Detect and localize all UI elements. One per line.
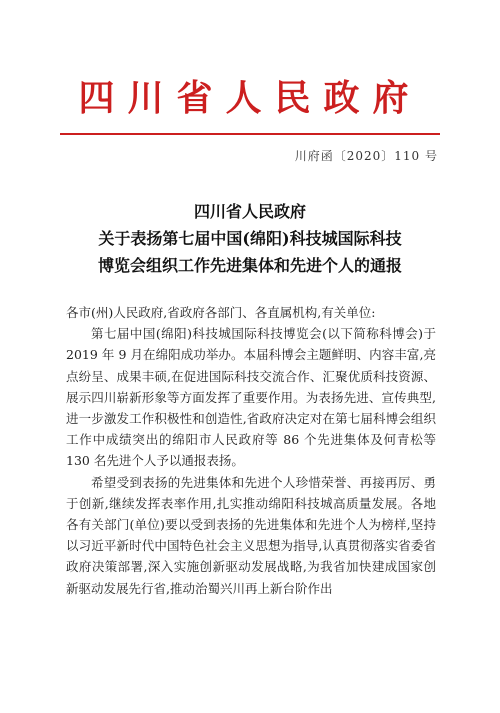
paragraph-2: 希望受到表扬的先进集体和先进个人珍惜荣誉、再接再厉、勇于创新,继续发挥表率作用,扎实推动绵阳科技城高质量发展。各地各有关部门(单位)要以受到表扬的先进集体和先进个人为榜样,坚持以习近平新时代中国特色社会主义思想为指导,认真贯彻落实省委省政府决策部署,深入实施创新驱动发展战略,为我省加快建成国家创新驱动发展先行省,推动治蜀兴川再上新台阶作出 [66, 474, 436, 596]
paragraph-1: 第七届中国(绵阳)科技城国际科技博览会(以下简称科博会)于 2019 年 9 月在绵阳成功举办。本届科博会主题鲜明、内容丰富,亮点纷呈、成果丰硕,在促进国际科技交流合作、汇聚优质科技资源、展示四川崭新形象等方面发挥了重要作用。为表扬先进、宣传典型,进一步激发工作积极性和创造性,省政府决定对在第七届科博会组织工作中成绩突出的绵阳市人民政府等 86 个先进集体及何青松等 130 名先进个人予以通报表扬。 [66, 326, 436, 469]
title-line-1: 四川省人民政府 [193, 202, 306, 221]
title-line-2: 关于表扬第七届中国(绵阳)科技城国际科技 [98, 229, 402, 248]
document-body [66, 302, 436, 599]
document-title [60, 198, 440, 279]
red-separator-line [60, 133, 440, 135]
issuer-masthead: 四川省人民政府 [78, 77, 422, 119]
document-number: 川府函〔2020〕110 号 [294, 149, 438, 163]
salutation: 各市(州)人民政府,省政府各部门、各直属机构,有关单位: [66, 305, 376, 320]
title-line-3: 博览会组织工作先进集体和先进个人的通报 [97, 256, 402, 275]
